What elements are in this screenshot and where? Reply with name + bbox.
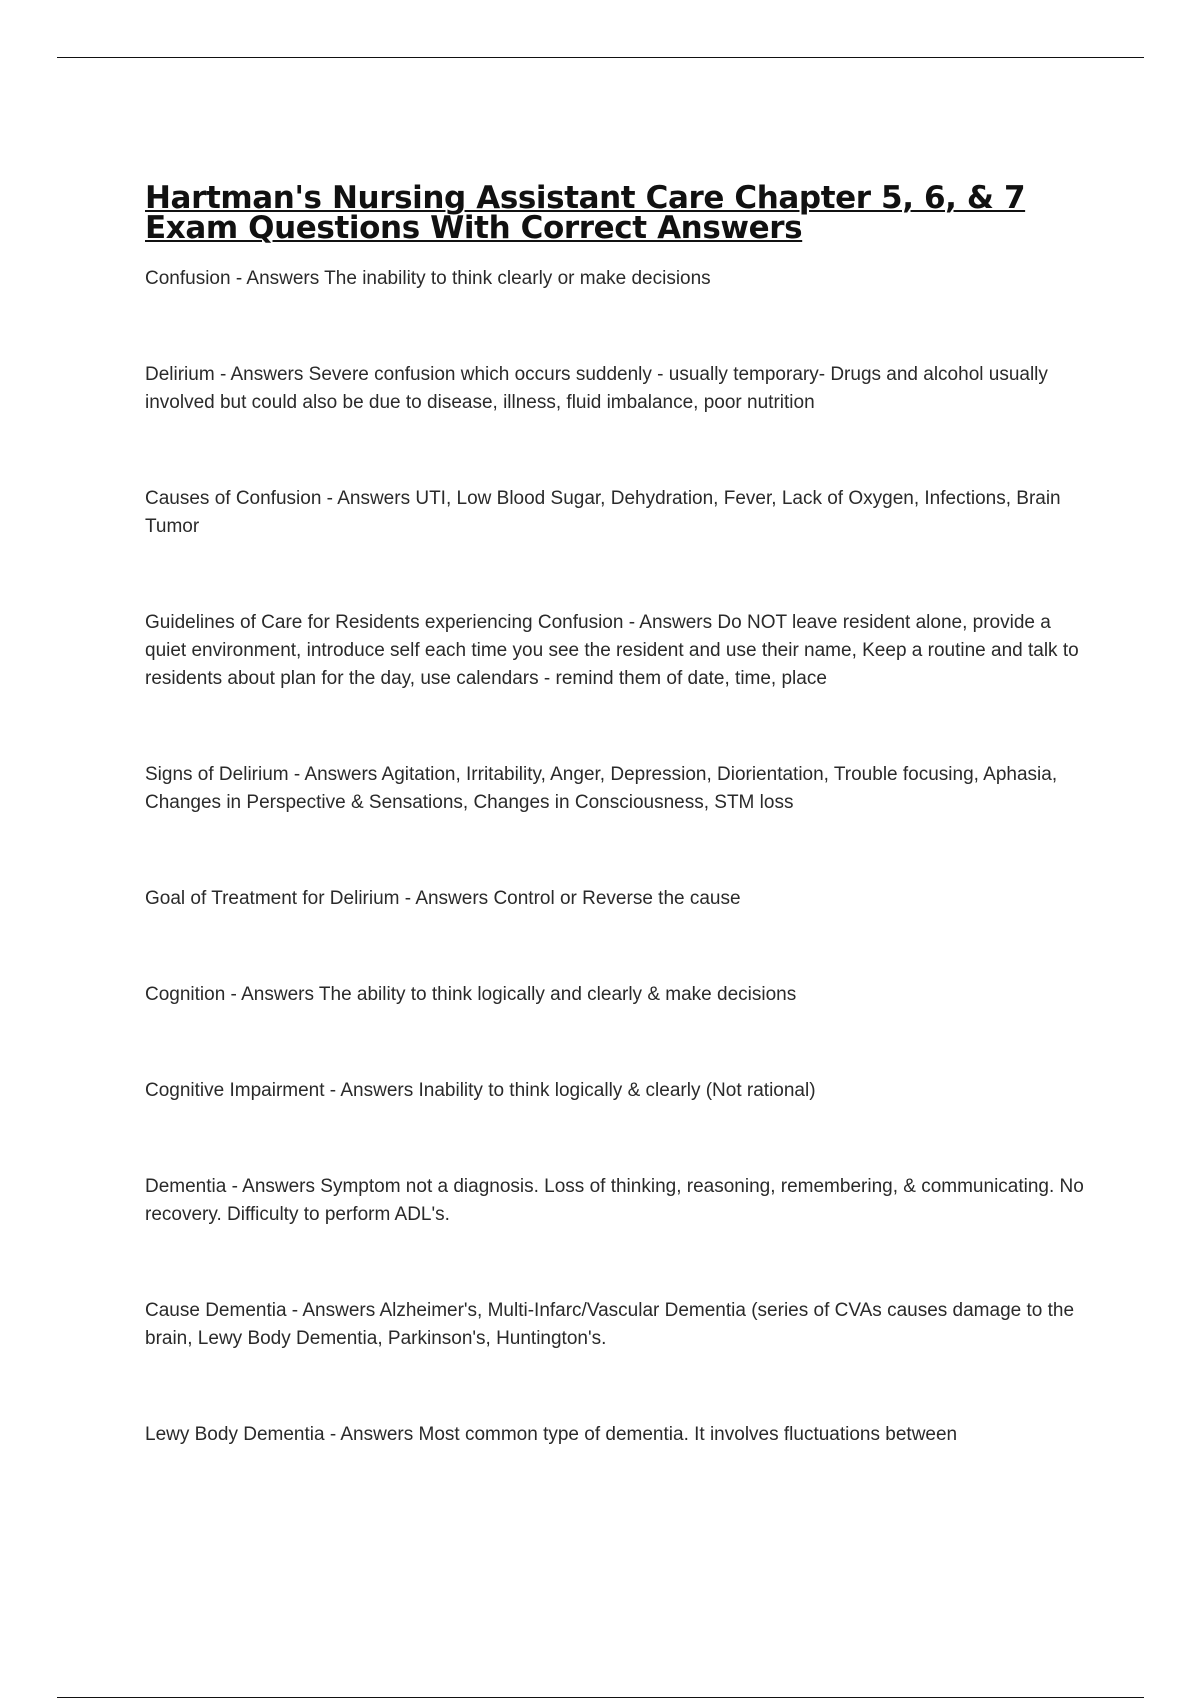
qa-entry-cognitive-impairment: Cognitive Impairment - Answers Inability to think logically & clearly (Not rational) xyxy=(145,1080,816,1101)
qa-entry-delirium: Delirium - Answers Severe confusion which occurs suddenly - usually temporary- Drugs and alcohol usually involved but could also be due to disease, illness, fluid imbalance, poor nutrition xyxy=(145,364,1048,413)
header-rule xyxy=(57,57,1144,58)
qa-list xyxy=(145,265,1085,1449)
document-body xyxy=(145,180,1085,1517)
qa-entry-lewy-body-dementia: Lewy Body Dementia - Answers Most common type of dementia. It involves fluctuations between xyxy=(145,1424,958,1445)
document-title: Hartman's Nursing Assistant Care Chapter 5, 6, & 7 Exam Questions With Correct Answers xyxy=(145,180,1026,246)
footer-rule xyxy=(57,1697,1144,1698)
qa-entry-guidelines-of-care: Guidelines of Care for Residents experiencing Confusion - Answers Do NOT leave resident alone, provide a quiet environment, introduce self each time you see the resident and use their name, Keep a routine and talk to residents about plan for the day, use calendars - remind them of date, time, place xyxy=(145,612,1079,689)
qa-entry-goal-of-treatment: Goal of Treatment for Delirium - Answers Control or Reverse the cause xyxy=(145,888,741,909)
qa-entry-causes-of-confusion: Causes of Confusion - Answers UTI, Low Blood Sugar, Dehydration, Fever, Lack of Oxygen, Infections, Brain Tumor xyxy=(145,488,1061,537)
qa-entry-cause-dementia: Cause Dementia - Answers Alzheimer's, Multi-Infarc/Vascular Dementia (series of CVAs causes damage to the brain, Lewy Body Dementia, Parkinson's, Huntington's. xyxy=(145,1300,1075,1349)
qa-entry-signs-of-delirium: Signs of Delirium - Answers Agitation, Irritability, Anger, Depression, Diorientation, Trouble focusing, Aphasia, Changes in Perspective & Sensations, Changes in Consciousness, STM loss xyxy=(145,764,1058,813)
qa-entry-cognition: Cognition - Answers The ability to think logically and clearly & make decisions xyxy=(145,984,797,1005)
qa-entry-confusion: Confusion - Answers The inability to think clearly or make decisions xyxy=(145,268,711,289)
qa-entry-dementia: Dementia - Answers Symptom not a diagnosis. Loss of thinking, reasoning, remembering, & communicating. No recovery. Difficulty to perform ADL's. xyxy=(145,1176,1084,1225)
